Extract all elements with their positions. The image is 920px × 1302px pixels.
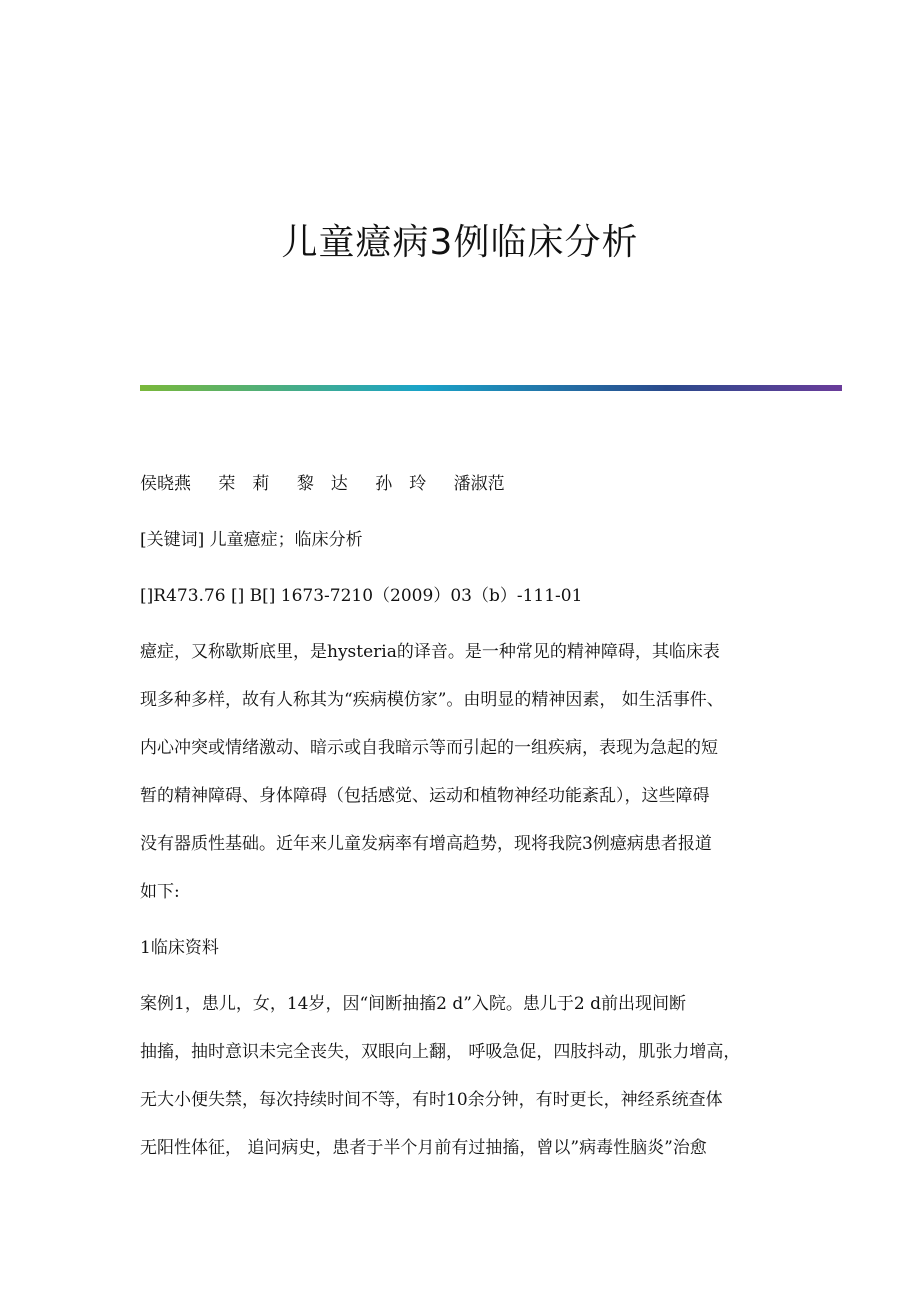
case-line: 案例1，患儿，女，14岁，因“间断抽搐2 d”入院。患儿于2 d前出现间断 bbox=[140, 994, 687, 1014]
intro-line: 没有器质性基础。近年来儿童发病率有增高趋势，现将我院3例癔病患者报道 bbox=[140, 834, 712, 854]
author-name: 侯晓燕 bbox=[140, 474, 191, 494]
section-heading: 1临床资料 bbox=[140, 938, 219, 958]
author-name: 潘淑范 bbox=[453, 474, 505, 494]
intro-line: 如下: bbox=[140, 882, 180, 902]
title-divider bbox=[140, 385, 842, 391]
case-line: 无阳性体征， 追问病史，患者于半个月前有过抽搐，曾以”病毒性脑炎”治愈 bbox=[140, 1138, 707, 1158]
intro-line: 癔症，又称歇斯底里，是hysteria的译音。是一种常见的精神障碍，其临床表 bbox=[140, 642, 720, 662]
intro-line: 现多种多样，故有人称其为“疾病模仿家”。由明显的精神因素， 如生活事件、 bbox=[140, 690, 724, 710]
classification-line: []R473.76 [] B[] 1673-7210（2009）03（b）-111-01 bbox=[140, 586, 583, 606]
keywords-line: [关键词] 儿童癔症；临床分析 bbox=[140, 530, 363, 550]
page-title: 儿童癔病3例临床分析 bbox=[281, 222, 639, 263]
author-list bbox=[140, 472, 527, 496]
intro-line: 暂的精神障碍、身体障碍（包括感觉、运动和植物神经功能紊乱），这些障碍 bbox=[140, 786, 710, 806]
author-name: 黎 达 bbox=[296, 474, 348, 494]
intro-line: 内心冲突或情绪激动、暗示或自我暗示等而引起的一组疾病，表现为急起的短 bbox=[140, 738, 718, 758]
author-name: 荣 莉 bbox=[218, 474, 270, 494]
case-line: 无大小便失禁，每次持续时间不等，有时10余分钟，有时更长，神经系统查体 bbox=[140, 1090, 723, 1110]
author-name: 孙 玲 bbox=[375, 474, 427, 494]
case-line: 抽搐，抽时意识未完全丧失，双眼向上翻， 呼吸急促，四肢抖动，肌张力增高， bbox=[140, 1042, 741, 1062]
